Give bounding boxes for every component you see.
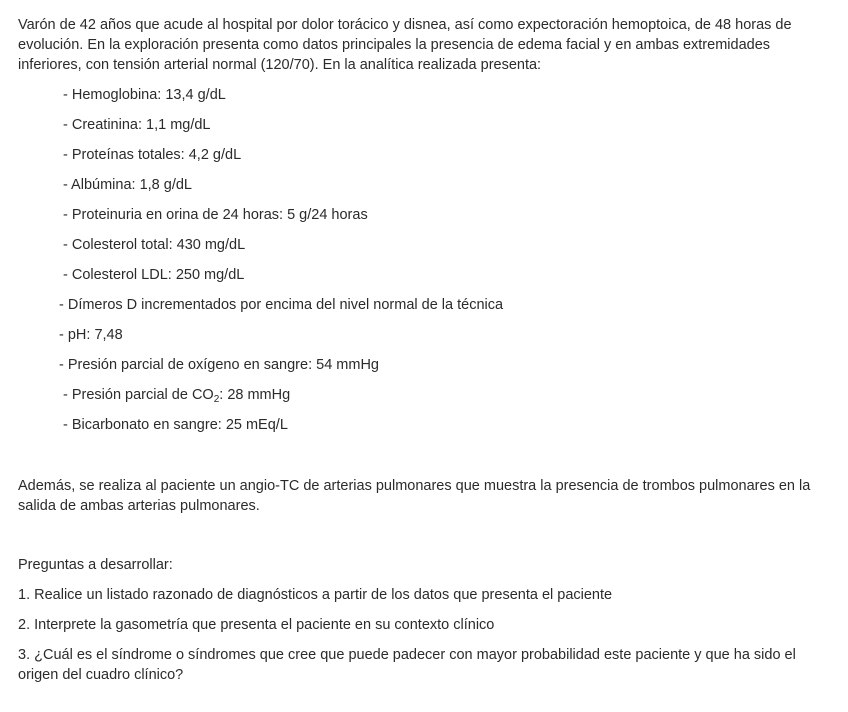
lab-total-protein: - Proteínas totales: 4,2 g/dL (63, 147, 242, 163)
lab-pco2 (63, 385, 290, 405)
lab-ldl-cholesterol: - Colesterol LDL: 250 mg/dL (63, 267, 245, 283)
lab-hemoglobin: - Hemoglobina: 13,4 g/dL (63, 87, 226, 103)
lab-d-dimer: - Dímeros D incrementados por encima del nivel normal de la técnica (59, 297, 504, 313)
lab-creatinine: - Creatinina: 1,1 mg/dL (63, 117, 211, 133)
angio-paragraph: Además, se realiza al paciente un angio-TC de arterias pulmonares que muestra la presencia de trombos pulmonares en la salida de ambas arterias pulmonares. (18, 478, 811, 514)
lab-ph: - pH: 7,48 (59, 327, 123, 343)
lab-albumin: - Albúmina: 1,8 g/dL (63, 177, 192, 193)
lab-po2: - Presión parcial de oxígeno en sangre: 54 mmHg (59, 357, 379, 373)
question-2: 2. Interprete la gasometría que presenta el paciente en su contexto clínico (18, 617, 495, 633)
question-3: 3. ¿Cuál es el síndrome o síndromes que cree que puede padecer con mayor probabilidad este paciente y que ha sido el origen del cuadro clínico? (18, 647, 796, 683)
question-1: 1. Realice un listado razonado de diagnósticos a partir de los datos que presenta el paciente (18, 587, 613, 603)
lab-bicarbonate: - Bicarbonato en sangre: 25 mEq/L (63, 417, 288, 433)
case-intro-paragraph: Varón de 42 años que acude al hospital por dolor torácico y disnea, así como expectoración hemoptoica, de 48 horas de evolución. En la exploración presenta como datos principales la presencia de edema facial y en ambas extremidades inferiores, con tensión arterial normal (120/70). En la analítica realizada presenta: (18, 17, 792, 73)
lab-total-cholesterol: - Colesterol total: 430 mg/dL (63, 237, 246, 253)
questions-heading: Preguntas a desarrollar: (18, 557, 173, 573)
lab-pco2-prefix: - Presión parcial de CO (63, 387, 214, 403)
lab-pco2-suffix: : 28 mmHg (219, 387, 291, 403)
lab-proteinuria: - Proteinuria en orina de 24 horas: 5 g/24 horas (63, 207, 368, 223)
lab-pco2-subscript: 2 (213, 394, 220, 405)
